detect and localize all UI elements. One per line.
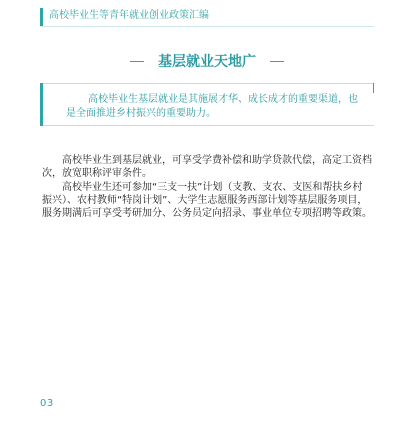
title-right-rule xyxy=(270,61,284,62)
section-title: 基层就业天地广 xyxy=(158,54,256,70)
page-number: 03 xyxy=(40,398,54,409)
callout-text: 高校毕业生基层就业是其施展才华、成长成才的重要渠道，也是全面推进乡村振兴的重要助力。 xyxy=(66,94,358,119)
header-accent-bar xyxy=(40,8,43,26)
running-header: 高校毕业生等青年就业创业政策汇编 xyxy=(49,10,209,21)
header-divider xyxy=(40,26,374,27)
section-title-block xyxy=(130,50,284,74)
body-paragraph: 高校毕业生还可参加“三支一扶”计划（支教、支农、支医和帮扶乡村振兴）、农村教师“特岗计划”、大学生志愿服务西部计划等基层服务项目，服务期满后可享受考研加分、公务员定向招录、事业单位专项招聘等政策。 xyxy=(42,182,372,219)
highlight-callout xyxy=(40,83,374,126)
callout-corner-mark xyxy=(373,83,374,93)
body-paragraph: 高校毕业生到基层就业，可享受学费补偿和助学贷款代偿，高定工资档次，放宽职称评审条件。 xyxy=(42,155,372,179)
